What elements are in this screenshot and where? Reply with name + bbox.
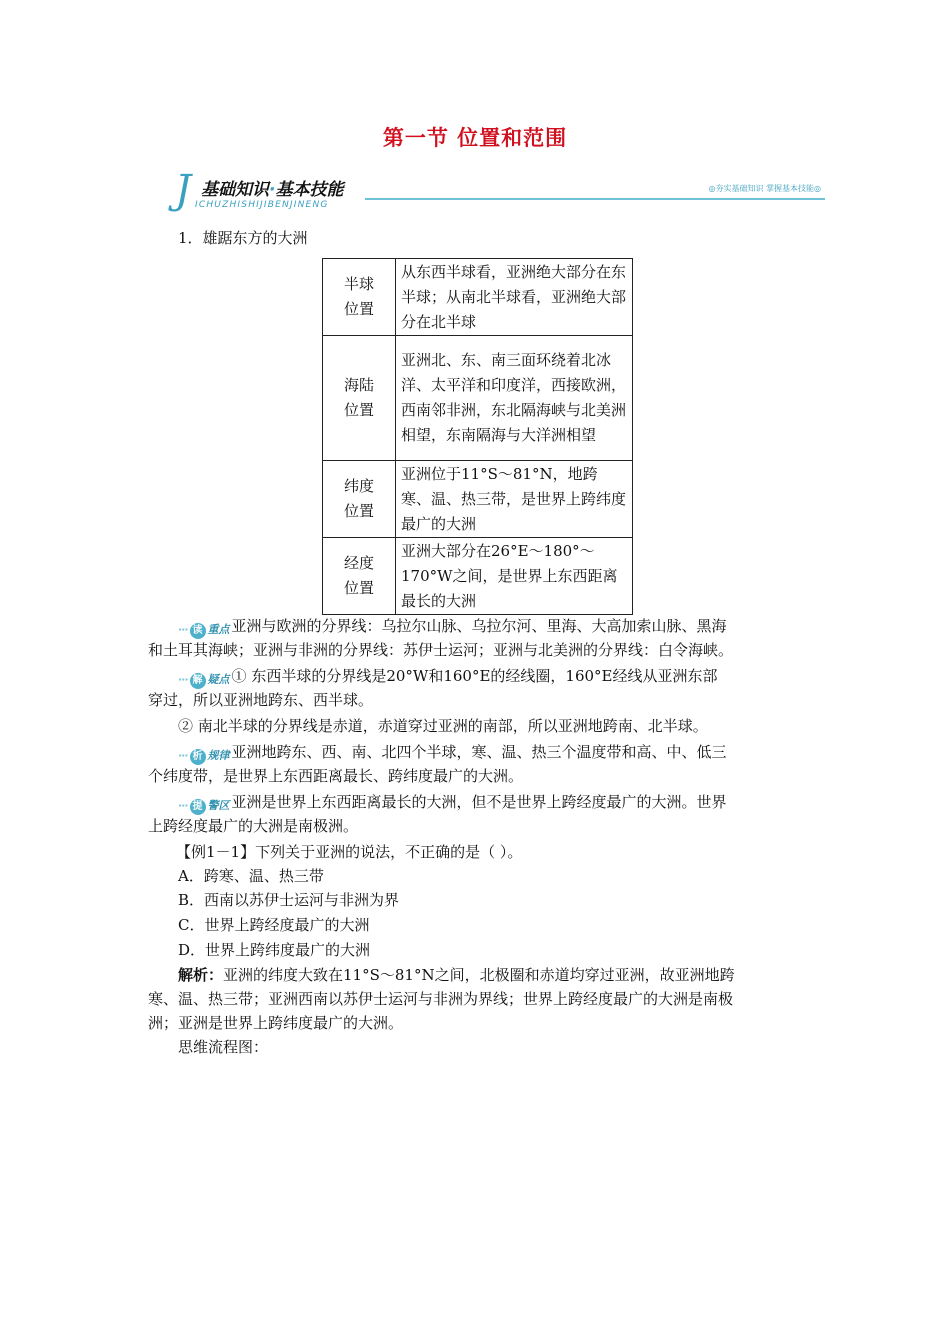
table-value: 从东西半球看，亚洲绝大部分在东半球；从南北半球看，亚洲绝大部分在北半球 bbox=[396, 259, 633, 336]
note-guilv-line2: 个纬度带，是世界上东西距离最长、跨纬度最广的大洲。 bbox=[148, 767, 524, 785]
table-row bbox=[323, 336, 633, 461]
table-value: 亚洲大部分在26°E～180°～170°W之间，是世界上东西距离最长的大洲 bbox=[396, 538, 633, 615]
banner-pinyin: ICHUZHISHIJIBENJINENG bbox=[195, 200, 329, 210]
option-d: D．世界上跨纬度最广的大洲 bbox=[178, 941, 371, 959]
section-banner bbox=[175, 168, 825, 216]
analysis-label: 解析： bbox=[178, 966, 224, 984]
note-tag: ··· 解 疑点 bbox=[178, 671, 230, 689]
table-row bbox=[323, 259, 633, 336]
table-key: 纬度位置 bbox=[323, 461, 396, 538]
banner-title: 基础知识·基本技能 bbox=[201, 180, 344, 200]
position-table bbox=[322, 258, 633, 615]
analysis-line2: 寒、温、热三带；亚洲西南以苏伊士运河与非洲为界线；世界上跨经度最广的大洲是南极 bbox=[148, 990, 734, 1008]
note-zhongdian-line2: 和土耳其海峡；亚洲与非洲的分界线：苏伊士运河；亚洲与北美洲的分界线：白令海峡。 bbox=[148, 641, 734, 659]
banner-letter: J bbox=[175, 167, 192, 213]
note-wuqu: ··· 提 警区 亚洲是世界上东西距离最长的大洲，但不是世界上跨经度最广的大洲。世界 bbox=[178, 790, 727, 815]
note-tag: ··· 析 规律 bbox=[178, 747, 230, 765]
table-key: 海陆位置 bbox=[323, 336, 396, 461]
note-yidian-line3: ② 南北半球的分界线是赤道，赤道穿过亚洲的南部，所以亚洲地跨南、北半球。 bbox=[178, 717, 708, 735]
table-value: 亚洲北、东、南三面环绕着北冰洋、太平洋和印度洋，西接欧洲，西南邻非洲，东北隔海峡与北美洲相望，东南隔海与大洋洲相望 bbox=[396, 336, 633, 461]
note-yidian: ··· 解 疑点 ① 东西半球的分界线是20°W和160°E的经线圈，160°E经线从亚洲东部 bbox=[178, 664, 717, 689]
note-guilv: ··· 析 规律 亚洲地跨东、西、南、北四个半球，寒、温、热三个温度带和高、中、低三 bbox=[178, 740, 727, 765]
analysis: 解析：亚洲的纬度大致在11°S～81°N之间，北极圈和赤道均穿过亚洲，故亚洲地跨 bbox=[178, 966, 735, 984]
page-title: 第一节 位置和范围 bbox=[382, 126, 568, 150]
example-label: 【例1－1】 bbox=[176, 843, 256, 861]
note-tag: ··· 读 重点 bbox=[178, 621, 230, 639]
banner-rule bbox=[365, 198, 825, 200]
option-b: B．西南以苏伊士运河与非洲为界 bbox=[178, 891, 400, 909]
table-key: 经度位置 bbox=[323, 538, 396, 615]
option-c: C．世界上跨经度最广的大洲 bbox=[178, 916, 370, 934]
table-row bbox=[323, 461, 633, 538]
flow-label: 思维流程图： bbox=[178, 1038, 269, 1056]
table-key: 半球位置 bbox=[323, 259, 396, 336]
example-question: 【例1－1】下列关于亚洲的说法，不正确的是（ ）。 bbox=[176, 843, 523, 861]
table-row bbox=[323, 538, 633, 615]
section-heading: 1．雄踞东方的大洲 bbox=[178, 229, 308, 247]
option-a: A．跨寒、温、热三带 bbox=[178, 867, 324, 885]
table-value: 亚洲位于11°S～81°N，地跨寒、温、热三带，是世界上跨纬度最广的大洲 bbox=[396, 461, 633, 538]
note-zhongdian: ··· 读 重点 亚洲与欧洲的分界线：乌拉尔山脉、乌拉尔河、里海、大高加索山脉、黑海 bbox=[178, 614, 727, 639]
note-wuqu-line2: 上跨经度最广的大洲是南极洲。 bbox=[148, 817, 359, 835]
analysis-line3: 洲；亚洲是世界上跨纬度最广的大洲。 bbox=[148, 1014, 404, 1032]
note-tag: ··· 提 警区 bbox=[178, 797, 230, 815]
note-yidian-line2: 穿过，所以亚洲地跨东、西半球。 bbox=[148, 691, 374, 709]
banner-slogan: ◎夯实基础知识 掌握基本技能◎ bbox=[708, 184, 821, 193]
